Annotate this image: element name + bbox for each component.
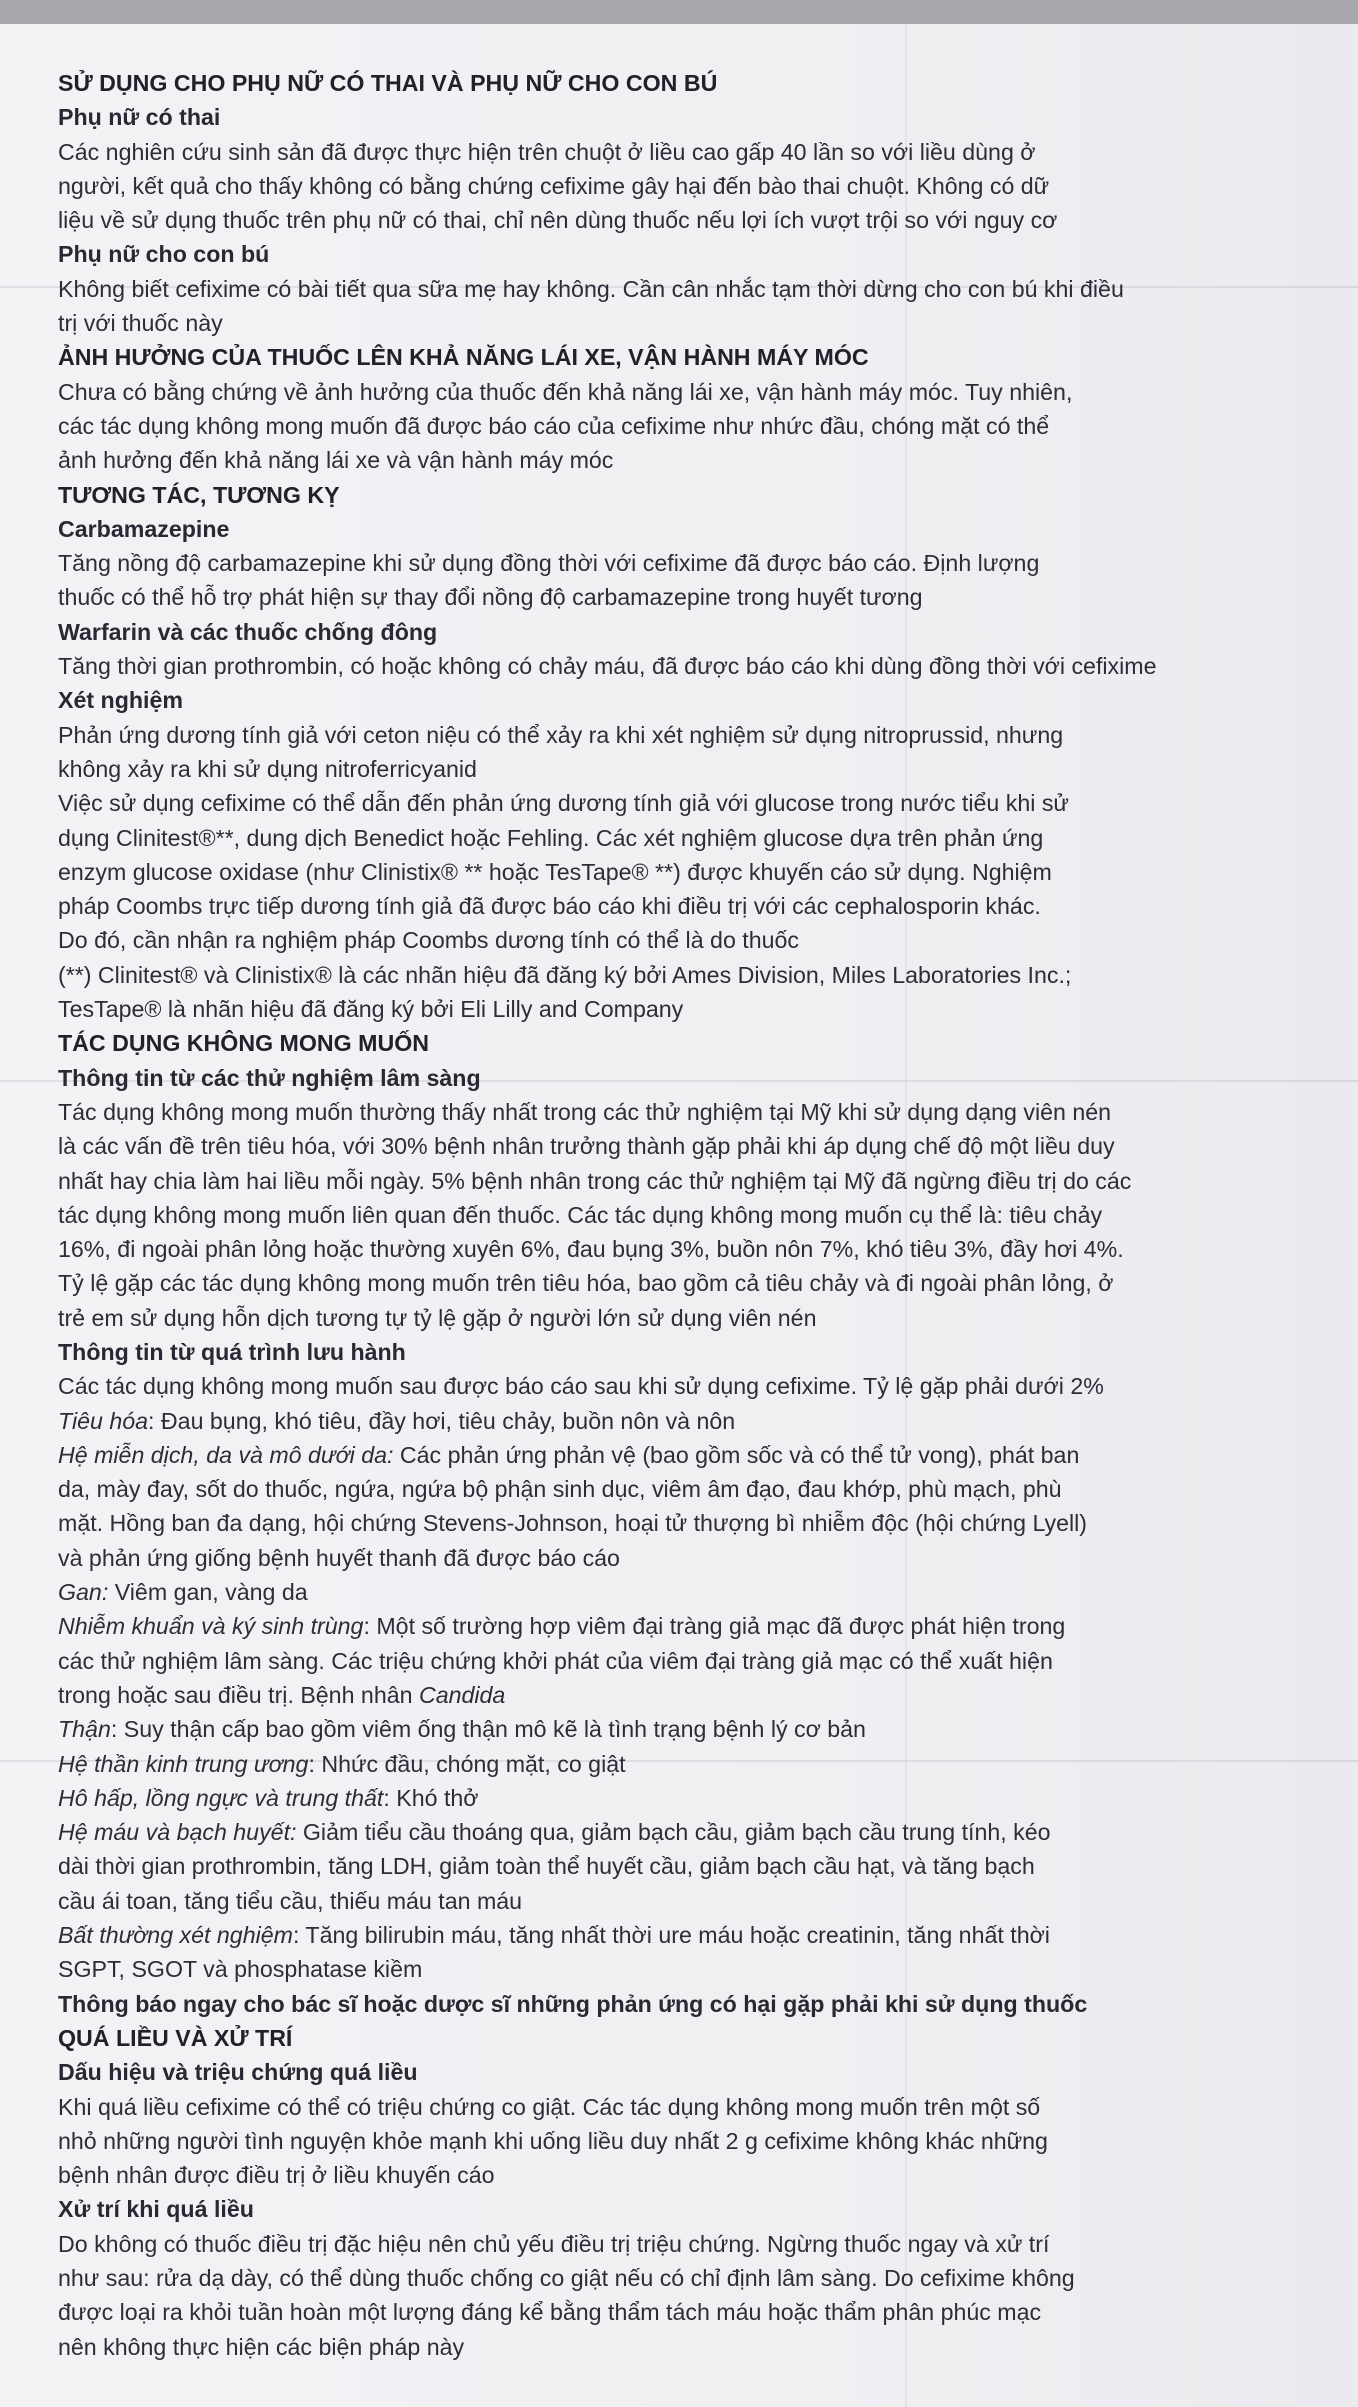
line-text: : Tăng bilirubin máu, tăng nhất thời ure máu hoặc creatinin, tăng nhất thời <box>292 1922 1050 1949</box>
line-text: nhỏ những người tình nguyện khỏe mạnh khi uống liều duy nhất 2 g cefixime không khác những <box>58 2127 1048 2154</box>
body-line <box>58 718 1288 752</box>
body-line <box>58 203 1288 237</box>
line-text: Viêm gan, vàng da <box>108 1579 308 1606</box>
section-heading <box>58 2021 1288 2055</box>
body-line <box>58 752 1288 786</box>
line-text: Tác dụng không mong muốn thường thấy nhất trong các thử nghiệm tại Mỹ khi sử dụng dạng viên nén <box>58 1098 1112 1125</box>
line-text: thuốc có thể hỗ trợ phát hiện sự thay đổi nồng độ carbamazepine trong huyết tương <box>58 584 923 611</box>
body-line <box>58 786 1288 820</box>
body-line <box>58 1884 1288 1918</box>
line-text: Dấu hiệu và triệu chứng quá liều <box>58 2059 418 2086</box>
body-line <box>58 1198 1288 1232</box>
section-heading <box>58 478 1288 512</box>
body-line <box>58 1918 1288 1952</box>
line-text: các thử nghiệm lâm sàng. Các triệu chứng khởi phát của viêm đại tràng giả mạc có thể xuất hiện <box>58 1647 1053 1674</box>
line-text: TesTape® là nhãn hiệu đã đăng ký bởi Eli Lilly and Company <box>58 996 684 1023</box>
body-line <box>58 958 1288 992</box>
body-line <box>58 1472 1288 1506</box>
line-text: enzym glucose oxidase (như Clinistix® ** hoặc TesTape® **) được khuyến cáo sử dụng. Nghiệm <box>58 858 1052 885</box>
italic-term: Gan: <box>58 1579 109 1606</box>
body-line <box>58 649 1288 683</box>
body-line <box>58 1575 1288 1609</box>
body-line <box>58 169 1288 203</box>
body-line <box>58 2330 1288 2364</box>
body-line <box>58 1266 1288 1300</box>
line-text: : Suy thận cấp bao gồm viêm ống thận mô kẽ là tình trạng bệnh lý cơ bản <box>110 1716 866 1743</box>
line-text: : Một số trường hợp viêm đại tràng giả mạc đã được phát hiện trong <box>363 1613 1066 1640</box>
body-line <box>58 923 1288 957</box>
line-text: (**) Clinitest® và Clinistix® là các nhãn hiệu đã đăng ký bởi Ames Division, Miles Laboratories Inc.; <box>58 961 1072 988</box>
body-line <box>58 1404 1288 1438</box>
body-line <box>58 889 1288 923</box>
body-line <box>58 1369 1288 1403</box>
line-text: người, kết quả cho thấy không có bằng chứng cefixime gây hại đến bào thai chuột. Không có dữ <box>58 172 1050 199</box>
line-text: Các phản ứng phản vệ (bao gồm sốc và có thể tử vong), phát ban <box>393 1441 1080 1468</box>
line-text: nhất hay chia làm hai liều mỗi ngày. 5% bệnh nhân trong các thử nghiệm tại Mỹ đã ngừng điều trị do các <box>58 1167 1132 1194</box>
body-line <box>58 1438 1288 1472</box>
line-text: là các vấn đề trên tiêu hóa, với 30% bệnh nhân trưởng thành gặp phải khi áp dụng chế độ một liều duy <box>58 1133 1115 1160</box>
body-line <box>58 1095 1288 1129</box>
body-line <box>58 409 1288 443</box>
line-text: Các nghiên cứu sinh sản đã được thực hiện trên chuột ở liều cao gấp 40 lần so với liều dùng ở <box>58 138 1036 165</box>
italic-term: Hệ thần kinh trung ương <box>58 1750 309 1777</box>
line-text: Phản ứng dương tính giả với ceton niệu có thể xảy ra khi xét nghiệm sử dụng nitroprussid, nhưng <box>58 721 1064 748</box>
italic-term: Hệ máu và bạch huyết: <box>58 1819 297 1846</box>
line-text: 16%, đi ngoài phân lỏng hoặc thường xuyên 6%, đau bụng 3%, buồn nôn 7%, khó tiêu 3%, đầy hơi 4%. <box>58 1236 1124 1263</box>
line-text: ẢNH HƯỞNG CỦA THUỐC LÊN KHẢ NĂNG LÁI XE, VẬN HÀNH MÁY MÓC <box>58 344 869 371</box>
body-line <box>58 1609 1288 1643</box>
line-text: các tác dụng không mong muốn đã được báo cáo của cefixime như nhức đầu, chóng mặt có thể <box>58 412 1050 439</box>
line-text: QUÁ LIỀU VÀ XỬ TRÍ <box>58 2024 293 2051</box>
body-line <box>58 1781 1288 1815</box>
line-text: TƯƠNG TÁC, TƯƠNG KỴ <box>58 481 340 508</box>
body-line <box>58 2295 1288 2329</box>
body-line <box>58 2227 1288 2261</box>
body-line <box>58 855 1288 889</box>
line-text: Giảm tiểu cầu thoáng qua, giảm bạch cầu, giảm bạch cầu trung tính, kéo <box>296 1819 1051 1846</box>
subsection-heading <box>58 2192 1288 2226</box>
line-text: Thông tin từ các thử nghiệm lâm sàng <box>58 1064 481 1091</box>
body-line <box>58 375 1288 409</box>
body-line <box>58 1849 1288 1883</box>
line-text: : Khó thở <box>383 1784 479 1811</box>
line-text: trẻ em sử dụng hỗn dịch tương tự tỷ lệ gặp ở người lớn sử dụng viên nén <box>58 1304 817 1331</box>
line-text: TÁC DỤNG KHÔNG MONG MUỐN <box>58 1030 429 1057</box>
line-text: Do đó, cần nhận ra nghiệm pháp Coombs dương tính có thể là do thuốc <box>58 927 800 954</box>
body-line <box>58 2261 1288 2295</box>
line-text: SỬ DỤNG CHO PHỤ NỮ CÓ THAI VÀ PHỤ NỮ CHO CON BÚ <box>58 70 718 96</box>
body-line <box>58 1541 1288 1575</box>
line-text: SGPT, SGOT và phosphatase kiềm <box>58 1956 423 1983</box>
line-text: Không biết cefixime có bài tiết qua sữa mẹ hay không. Cần cân nhắc tạm thời dừng cho con bú khi điều <box>58 275 1124 302</box>
line-text: Thông báo ngay cho bác sĩ hoặc dược sĩ những phản ứng có hại gặp phải khi sử dụng thuốc <box>58 1990 1088 2017</box>
line-text: Các tác dụng không mong muốn sau được báo cáo sau khi sử dụng cefixime. Tỷ lệ gặp phải dưới 2% <box>58 1373 1104 1400</box>
subsection-heading <box>58 683 1288 717</box>
subsection-heading <box>58 100 1288 134</box>
body-line <box>58 1129 1288 1163</box>
body-line <box>58 546 1288 580</box>
italic-term: Nhiễm khuẩn và ký sinh trùng <box>58 1613 364 1640</box>
line-text: Thông tin từ quá trình lưu hành <box>58 1338 406 1365</box>
body-line <box>58 443 1288 477</box>
subsection-heading <box>58 512 1288 546</box>
scan-top-edge <box>0 0 1358 24</box>
line-text: không xảy ra khi sử dụng nitroferricyanid <box>58 755 477 782</box>
body-line <box>58 2090 1288 2124</box>
italic-term: Tiêu hóa <box>58 1407 149 1434</box>
body-line <box>58 1678 1288 1712</box>
line-text: cầu ái toan, tăng tiểu cầu, thiếu máu tan máu <box>58 1887 523 1914</box>
italic-term: Thận <box>58 1716 111 1743</box>
body-line <box>58 306 1288 340</box>
subsection-heading <box>58 1335 1288 1369</box>
line-text: Carbamazepine <box>58 515 230 542</box>
line-text: dụng Clinitest®**, dung dịch Benedict hoặc Fehling. Các xét nghiệm glucose dựa trên phản ứng <box>58 824 1044 851</box>
italic-term: Bất thường xét nghiệm <box>58 1922 293 1949</box>
line-text: Do không có thuốc điều trị đặc hiệu nên chủ yếu điều trị triệu chứng. Ngừng thuốc ngay và xử trí <box>58 2230 1050 2257</box>
subsection-heading <box>58 1987 1288 2021</box>
line-text: dài thời gian prothrombin, tăng LDH, giảm toàn thể huyết cầu, giảm bạch cầu hạt, và tăng bạch <box>58 1853 1035 1880</box>
body-line <box>58 580 1288 614</box>
section-heading <box>58 340 1288 374</box>
line-text: Xử trí khi quá liều <box>58 2196 254 2223</box>
line-text: Phụ nữ cho con bú <box>58 241 270 268</box>
body-line <box>58 135 1288 169</box>
line-text: Warfarin và các thuốc chống đông <box>58 618 438 645</box>
line-text: Tăng nồng độ carbamazepine khi sử dụng đồng thời với cefixime đã được báo cáo. Định lượng <box>58 550 1040 577</box>
line-text: như sau: rửa dạ dày, có thể dùng thuốc chống co giật nếu có chỉ định lâm sàng. Do cefixime không <box>58 2265 1075 2291</box>
body-line <box>58 272 1288 306</box>
line-text: trong hoặc sau điều trị. Bệnh nhân <box>58 1681 419 1708</box>
line-text: mặt. Hồng ban đa dạng, hội chứng Stevens-Johnson, hoại tử thượng bì nhiễm độc (hội chứng Lyell) <box>58 1510 1088 1537</box>
body-line <box>58 1747 1288 1781</box>
line-text: Khi quá liều cefixime có thể có triệu chứng co giật. Các tác dụng không mong muốn trên một số <box>58 2093 1041 2120</box>
body-line <box>58 1232 1288 1266</box>
subsection-heading <box>58 615 1288 649</box>
body-line <box>58 1506 1288 1540</box>
line-text: Xét nghiệm <box>58 687 183 714</box>
line-text: liệu về sử dụng thuốc trên phụ nữ có thai, chỉ nên dùng thuốc nếu lợi ích vượt trội so với nguy cơ <box>58 207 1058 234</box>
section-heading <box>58 1026 1288 1060</box>
line-text: Phụ nữ có thai <box>58 104 221 131</box>
italic-term: Candida <box>418 1681 506 1708</box>
line-text: Tăng thời gian prothrombin, có hoặc không có chảy máu, đã được báo cáo khi dùng đồng thời với cefixime <box>58 653 1157 680</box>
line-text: được loại ra khỏi tuần hoàn một lượng đáng kể bằng thẩm tách máu hoặc thẩm phân phúc mạc <box>58 2299 1042 2326</box>
line-text: bệnh nhân được điều trị ở liều khuyến cáo <box>58 2162 495 2189</box>
line-text: : Nhức đầu, chóng mặt, co giật <box>308 1750 626 1777</box>
section-heading <box>58 66 1288 100</box>
line-text: Chưa có bằng chứng về ảnh hưởng của thuốc đến khả năng lái xe, vận hành máy móc. Tuy nhiên, <box>58 378 1073 405</box>
leaflet-text <box>58 66 1288 2364</box>
line-text: da, mày đay, sốt do thuốc, ngứa, ngứa bộ phận sinh dục, viêm âm đạo, đau khớp, phù mạch, phù <box>58 1476 1062 1503</box>
body-line <box>58 2158 1288 2192</box>
line-text: pháp Coombs trực tiếp dương tính giả đã được báo cáo khi điều trị với các cephalosporin khác. <box>58 893 1041 920</box>
italic-term: Hô hấp, lồng ngực và trung thất <box>58 1784 384 1811</box>
line-text: ảnh hưởng đến khả năng lái xe và vận hành máy móc <box>58 447 614 474</box>
body-line <box>58 821 1288 855</box>
subsection-heading <box>58 2055 1288 2089</box>
body-line <box>58 2124 1288 2158</box>
line-text: nên không thực hiện các biện pháp này <box>58 2333 465 2360</box>
body-line <box>58 1815 1288 1849</box>
line-text: trị với thuốc này <box>58 310 223 337</box>
line-text: tác dụng không mong muốn liên quan đến thuốc. Các tác dụng không mong muốn cụ thể là: tiêu chảy <box>58 1201 1103 1228</box>
subsection-heading <box>58 237 1288 271</box>
line-text: Việc sử dụng cefixime có thể dẫn đến phản ứng dương tính giả với glucose trong nước tiểu khi sử <box>58 790 1069 817</box>
line-text: : Đau bụng, khó tiêu, đầy hơi, tiêu chảy, buồn nôn và nôn <box>148 1407 736 1434</box>
italic-term: Hệ miễn dịch, da và mô dưới da: <box>58 1441 394 1468</box>
body-line <box>58 1952 1288 1986</box>
body-line <box>58 1712 1288 1746</box>
subsection-heading <box>58 1061 1288 1095</box>
body-line <box>58 1644 1288 1678</box>
line-text: Tỷ lệ gặp các tác dụng không mong muốn trên tiêu hóa, bao gồm cả tiêu chảy và đi ngoài phân lỏng, ở <box>58 1270 1114 1297</box>
body-line <box>58 1164 1288 1198</box>
line-text: và phản ứng giống bệnh huyết thanh đã được báo cáo <box>58 1544 620 1571</box>
body-line <box>58 992 1288 1026</box>
body-line <box>58 1301 1288 1335</box>
